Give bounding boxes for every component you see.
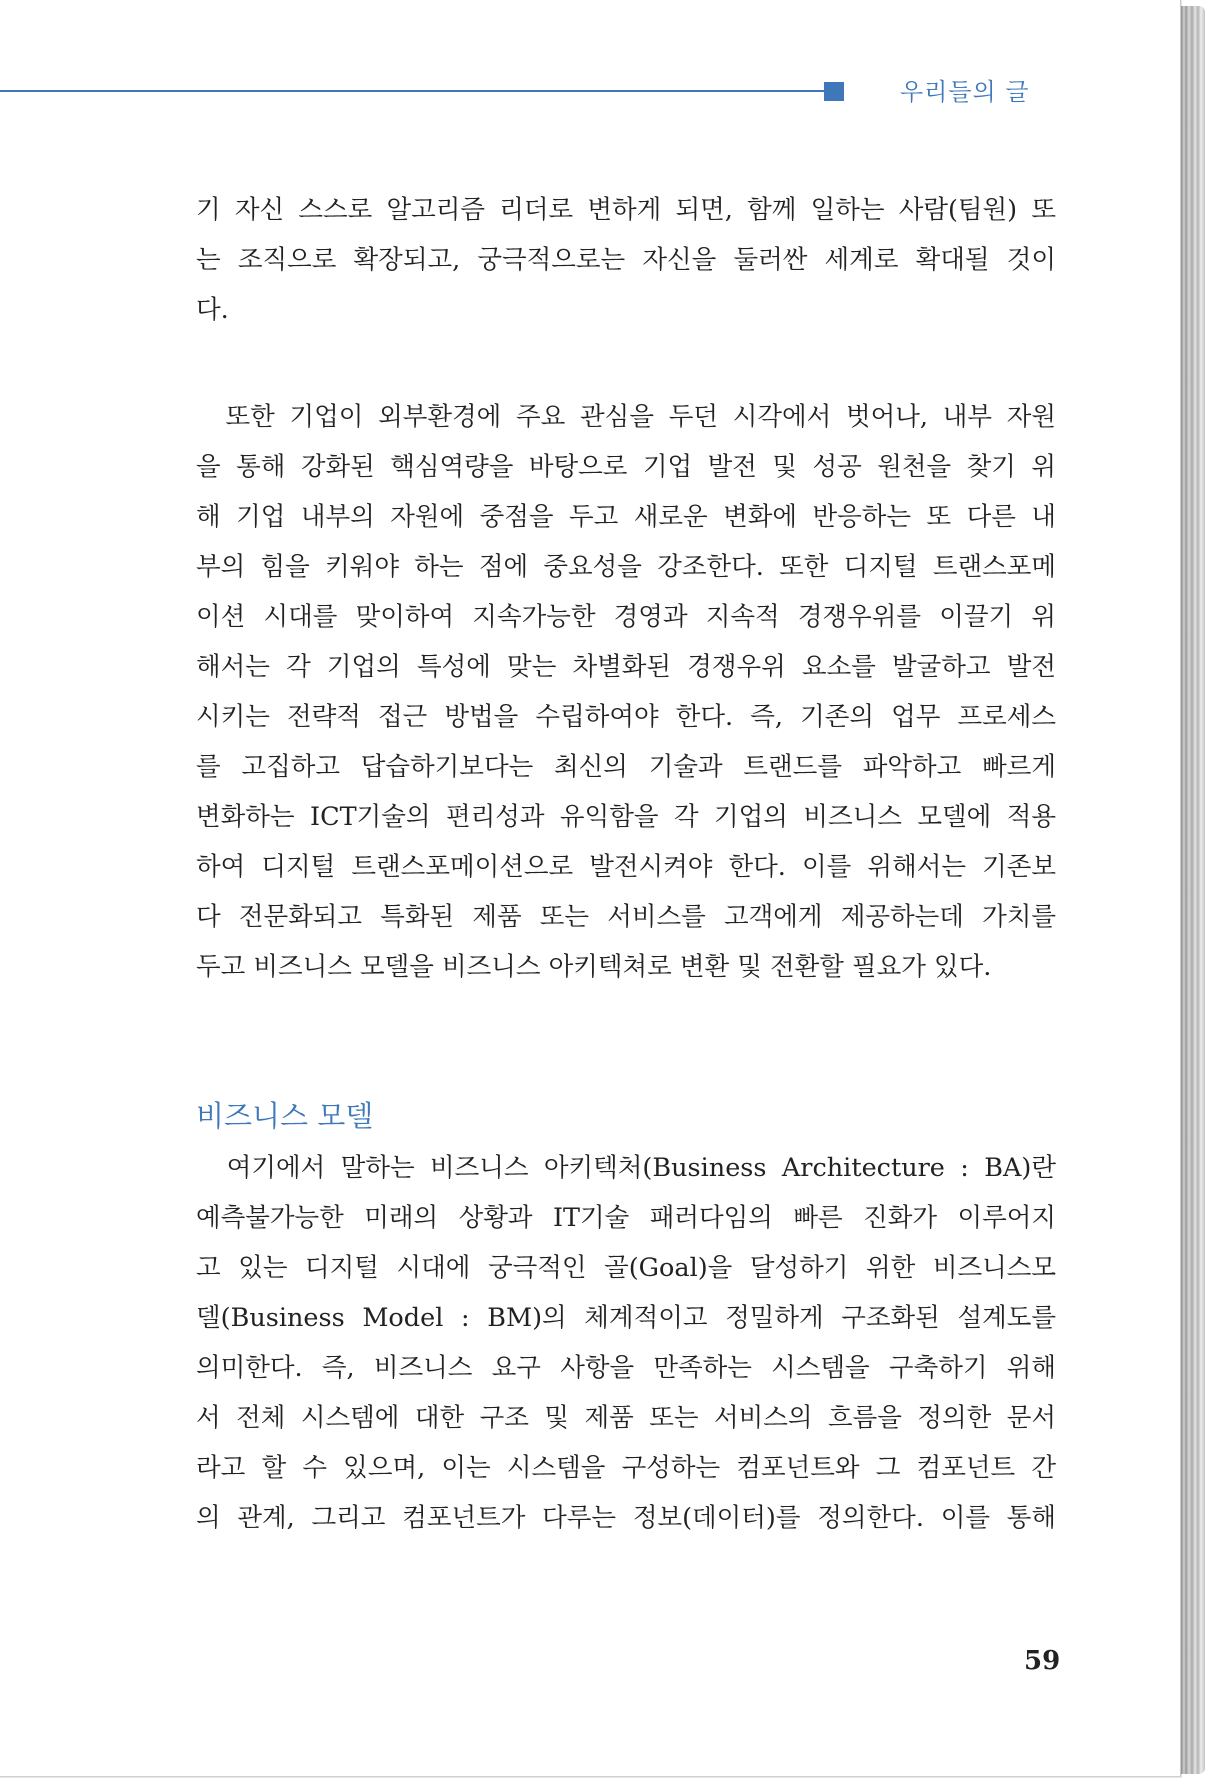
text-line: 예측불가능한 미래의 상황과 IT기술 패러다임의 빠른 진화가 이루어지 xyxy=(196,1203,1057,1233)
text-line: 이션 시대를 맞이하여 지속가능한 경영과 지속적 경쟁우위를 이끌기 위 xyxy=(196,602,1056,632)
running-header-title: 우리들의 글 xyxy=(900,78,1030,106)
text-line: 다. xyxy=(196,295,229,325)
text-line: 델(Business Model : BM)의 체계적이고 정밀하게 구조화된 설계도를 xyxy=(196,1303,1056,1333)
text-line: 를 고집하고 답습하기보다는 최신의 기술과 트랜드를 파악하고 빠르게 xyxy=(196,752,1056,782)
text-line: 기 자신 스스로 알고리즘 리더로 변하게 되면, 함께 일하는 사람(팀원) 또 xyxy=(196,195,1056,225)
text-line: 의 관계, 그리고 컴포넌트가 다루는 정보(데이터)를 정의한다. 이를 통해 xyxy=(196,1503,1056,1533)
book-page-edges xyxy=(1181,6,1205,1774)
text-line: 의미한다. 즉, 비즈니스 요구 사항을 만족하는 시스템을 구축하기 위해 xyxy=(196,1353,1056,1383)
text-line: 라고 할 수 있으며, 이는 시스템을 구성하는 컴포넌트와 그 컴포넌트 간 xyxy=(196,1453,1056,1483)
text-line: 을 통해 강화된 핵심역량을 바탕으로 기업 발전 및 성공 원천을 찾기 위 xyxy=(196,452,1056,482)
text-line: 변화하는 ICT기술의 편리성과 유익함을 각 기업의 비즈니스 모델에 적용 xyxy=(196,802,1056,832)
text-line: 서 전체 시스템에 대한 구조 및 제품 또는 서비스의 흐름을 정의한 문서 xyxy=(196,1403,1056,1433)
text-line: 다 전문화되고 특화된 제품 또는 서비스를 고객에게 제공하는데 가치를 xyxy=(196,902,1056,932)
page-number: 59 xyxy=(1024,1646,1061,1676)
text-line: 하여 디지털 트랜스포메이션으로 발전시켜야 한다. 이를 위해서는 기존보 xyxy=(196,852,1056,882)
text-line: 또한 기업이 외부환경에 주요 관심을 두던 시각에서 벗어나, 내부 자원 xyxy=(196,402,1056,432)
paragraph-main xyxy=(196,392,1056,992)
text-line: 시키는 전략적 접근 방법을 수립하여야 한다. 즉, 기존의 업무 프로세스 xyxy=(196,702,1056,732)
header-rule xyxy=(0,90,824,92)
text-line: 해 기업 내부의 자원에 중점을 두고 새로운 변화에 반응하는 또 다른 내 xyxy=(196,502,1056,532)
text-line: 부의 힘을 키워야 하는 점에 중요성을 강조한다. 또한 디지털 트랜스포메 xyxy=(196,552,1056,582)
text-line: 고 있는 디지털 시대에 궁극적인 골(Goal)을 달성하기 위한 비즈니스모 xyxy=(196,1253,1056,1283)
section-heading: 비즈니스 모델 xyxy=(196,1099,374,1133)
text-line: 여기에서 말하는 비즈니스 아키텍처(Business Architecture : BA)란 xyxy=(196,1153,1056,1183)
section-paragraph xyxy=(196,1143,1056,1543)
text-line: 두고 비즈니스 모델을 비즈니스 아키텍쳐로 변환 및 전환할 필요가 있다. xyxy=(196,952,992,982)
text-line: 해서는 각 기업의 특성에 맞는 차별화된 경쟁우위 요소를 발굴하고 발전 xyxy=(196,652,1056,682)
header-square-marker xyxy=(824,82,844,101)
paragraph-continuation xyxy=(196,185,1056,335)
text-line: 는 조직으로 확장되고, 궁극적으로는 자신을 둘러싼 세계로 확대될 것이 xyxy=(196,245,1056,275)
